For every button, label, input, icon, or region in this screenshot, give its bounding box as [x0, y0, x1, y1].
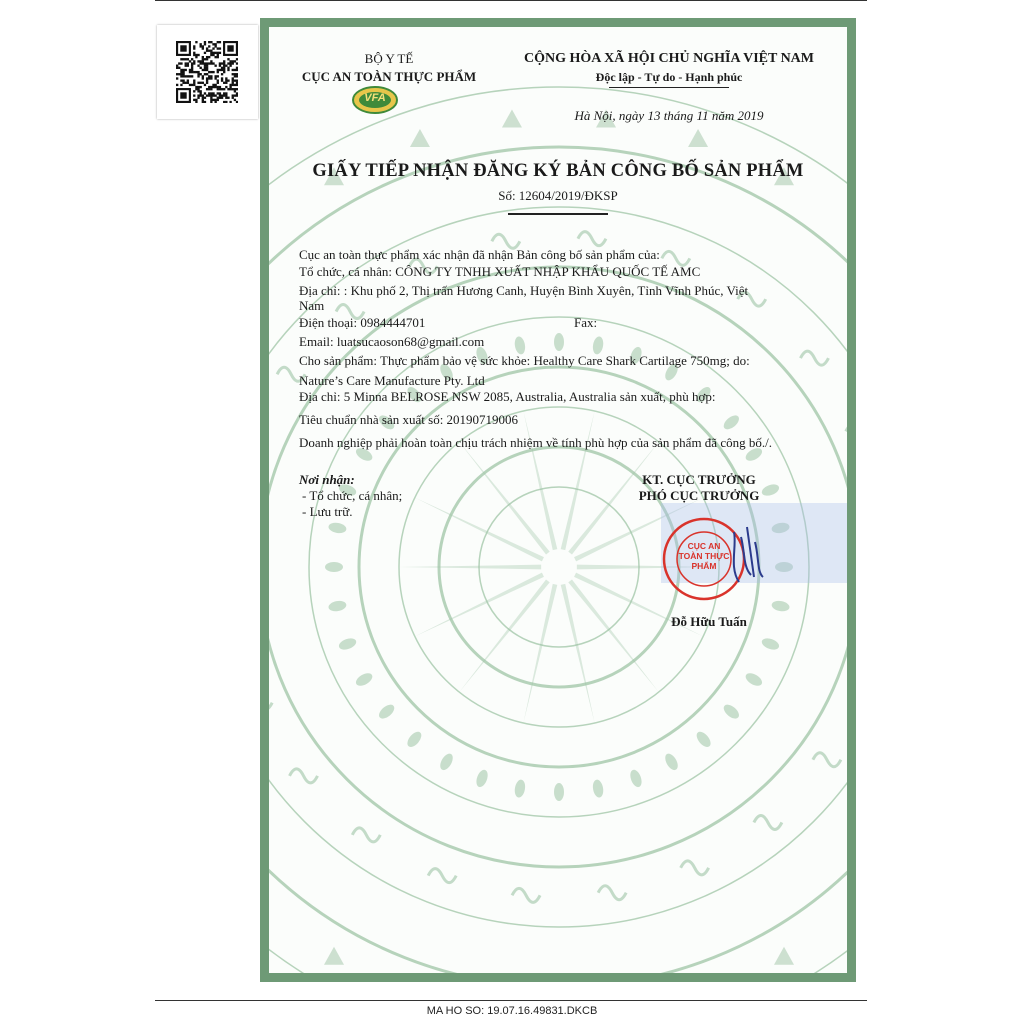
body-line-email: Email: luatsucaoson68@gmail.com [299, 334, 485, 349]
body-line-manufacturer: Nature’s Care Manufacture Pty. Ltd [299, 373, 485, 388]
document-title: GIẤY TIẾP NHẬN ĐĂNG KÝ BẢN CÔNG BỐ SẢN PHẨM [312, 161, 804, 181]
body-line-standard: Tiêu chuẩn nhà sản xuất số: 20190719006 [299, 412, 519, 427]
top-divider [155, 0, 867, 1]
fax-label: Fax: [574, 315, 598, 330]
country-name: CỘNG HÒA XÃ HỘI CHỦ NGHĨA VIỆT NAM [523, 51, 814, 66]
bottom-divider [155, 1000, 867, 1001]
signature-title: KT. CỤC TRƯỞNG [642, 472, 756, 487]
body-line-manufacturer-address: Địa chỉ: 5 Minna BELROSE NSW 2085, Australia, Australia sản xuất, phù hợp: [299, 389, 716, 404]
national-motto: Độc lập - Tự do - Hạnh phúc [595, 70, 743, 84]
signature-subtitle: PHÓ CỤC TRƯỞNG [638, 488, 760, 503]
recipient-item: - Lưu trữ. [302, 504, 353, 519]
body-line-address-cont: Nam [299, 298, 325, 313]
signer-name: Đỗ Hữu Tuấn [671, 614, 747, 629]
body-line-organization: Tổ chức, cá nhân: CÔNG TY TNHH XUẤT NHẬP KHẨU QUỐC TẾ AMC [299, 264, 701, 279]
certificate [260, 18, 856, 982]
qr-code-icon [176, 41, 238, 103]
motto-underline [609, 87, 729, 88]
body-line-responsibility: Doanh nghiệp phải hoàn toàn chịu trách nhiệm về tính phù hợp của sản phẩm đã công bố./. [299, 435, 772, 450]
stamp-text: CỤC AN TOÀN THỰC PHẨM [678, 541, 730, 571]
title-underline [508, 213, 608, 215]
body-line-confirmation: Cục an toàn thực phẩm xác nhận đã nhận Bản công bố sản phẩm của: [299, 247, 660, 262]
record-code: MA HO SO: 19.07.16.49831.DKCB [426, 1005, 598, 1017]
recipients-title: Nơi nhận: [299, 472, 355, 487]
qr-code [157, 25, 258, 119]
body-line-address: Địa chỉ: : Khu phố 2, Thị trấn Hương Canh, Huyện Bình Xuyên, Tỉnh Vĩnh Phúc, Việt [299, 283, 749, 298]
recipient-item: - Tổ chức, cá nhân; [302, 488, 403, 503]
issue-date: Hà Nội, ngày 13 tháng 11 năm 2019 [574, 108, 764, 123]
document-number: Số: 12604/2019/ĐKSP [498, 188, 618, 203]
body-line-phone: Điện thoại: 0984444701 [299, 315, 426, 330]
body-line-product: Cho sản phẩm: Thực phẩm bảo vệ sức khỏe: Healthy Care Shark Cartilage 750mg; do: [299, 353, 750, 368]
certificate-content [269, 27, 847, 973]
certificate-paper [269, 27, 847, 973]
vfa-logo-text: VFA [364, 92, 386, 104]
ministry-name: BỘ Y TẾ [364, 51, 414, 66]
agency-name: CỤC AN TOÀN THỰC PHẨM [301, 69, 477, 84]
